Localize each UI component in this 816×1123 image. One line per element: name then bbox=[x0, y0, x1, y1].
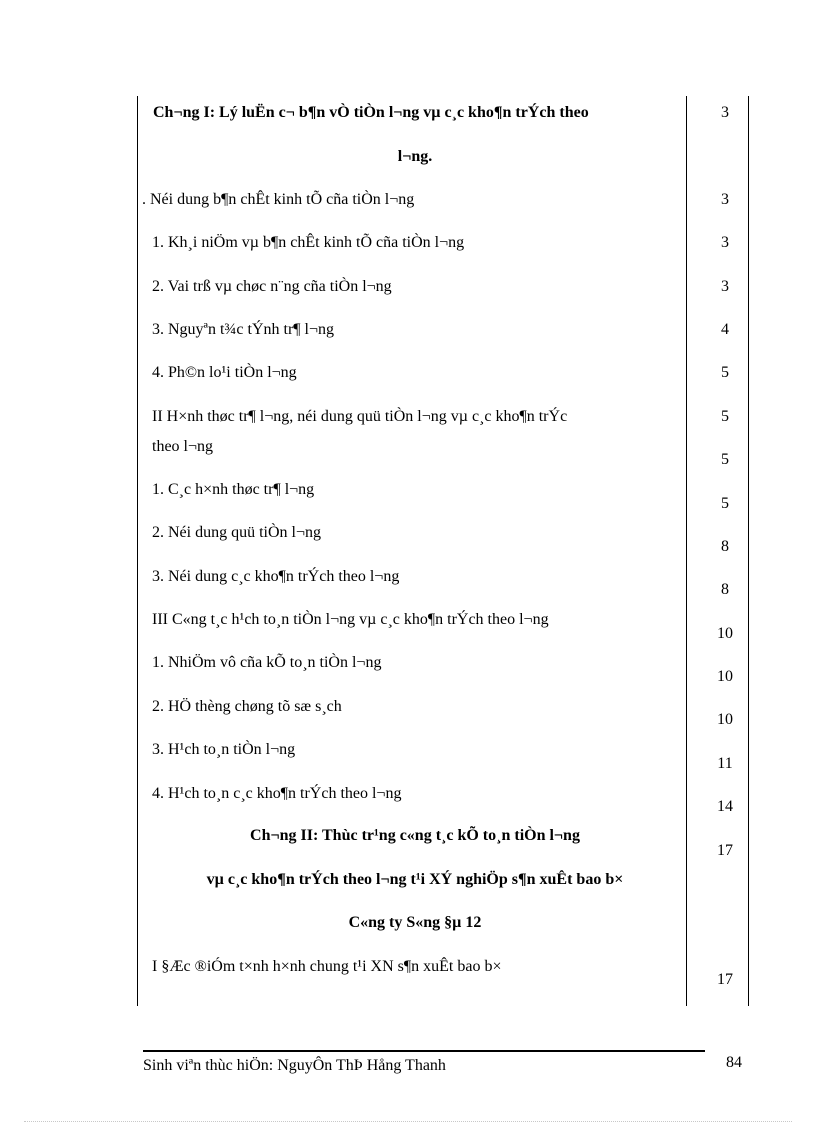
toc-entry: 2. Néi dung quü tiÒn l¬ng bbox=[152, 524, 322, 541]
toc-entry: 3. H¹ch to¸n tiÒn l¬ng bbox=[152, 741, 296, 758]
toc-entry: 2. Vai trß vµ chøc n¨ng cña tiÒn l¬ng bbox=[152, 278, 392, 295]
toc-chapter-2-title: Ch¬ng II: Thùc tr¹ng c«ng t¸c kÕ to¸n tiÒn l¬ng bbox=[250, 827, 580, 844]
toc-page-number: 10 bbox=[717, 711, 733, 728]
toc-page-number: 8 bbox=[721, 538, 729, 555]
toc-page-number: 14 bbox=[717, 798, 733, 815]
toc-page-number: 11 bbox=[717, 755, 733, 772]
toc-page-number: 5 bbox=[721, 451, 729, 468]
column-divider bbox=[686, 96, 687, 1006]
toc-page-number: 10 bbox=[717, 668, 733, 685]
toc-entry: . Néi dung b¶n chÊt kinh tÕ cña tiÒn l¬ng bbox=[142, 191, 415, 208]
toc-section-3: III C«ng t¸c h¹ch to¸n tiÒn l¬ng vµ c¸c kho¶n trÝch theo l¬ng bbox=[152, 611, 549, 628]
toc-page-number: 5 bbox=[721, 364, 729, 381]
toc-entry: 4. Ph©n lo¹i tiÒn l¬ng bbox=[152, 364, 297, 381]
toc-entry: 4. H¹ch to¸n c¸c kho¶n trÝch theo l¬ng bbox=[152, 785, 402, 802]
left-border bbox=[137, 96, 138, 1006]
toc-page-number: 3 bbox=[721, 104, 729, 121]
toc-page-number: 3 bbox=[721, 191, 729, 208]
toc-chapter-1-title-cont: l¬ng. bbox=[397, 148, 433, 165]
toc-page-number: 5 bbox=[721, 408, 729, 425]
toc-page-number: 3 bbox=[721, 234, 729, 251]
toc-chapter-2-title-cont: C«ng ty S«ng §µ 12 bbox=[348, 914, 482, 931]
toc-page-number: 5 bbox=[721, 495, 729, 512]
toc-entry: 1. NhiÖm vô cña kÕ to¸n tiÒn l¬ng bbox=[152, 654, 382, 671]
toc-chapter-2-title-cont: vµ c¸c kho¶n trÝch theo l¬ng t¹i XÝ nghiÖp s¶n xuÊt bao b× bbox=[206, 871, 624, 888]
toc-entry: 1. Kh¸i niÖm vµ b¶n chÊt kinh tÕ cña tiÒn l¬ng bbox=[152, 234, 465, 251]
toc-entry: 1. C¸c h×nh thøc tr¶ l¬ng bbox=[152, 481, 315, 498]
footer-rule bbox=[143, 1050, 705, 1052]
toc-section-2-cont: theo l¬ng bbox=[152, 438, 214, 455]
toc-page-number: 10 bbox=[717, 625, 733, 642]
page-edge-divider bbox=[24, 1121, 792, 1122]
toc-entry: 3. Néi dung c¸c kho¶n trÝch theo l¬ng bbox=[152, 568, 400, 585]
toc-page-number: 17 bbox=[717, 971, 733, 988]
toc-section-2: II H×nh thøc tr¶ l¬ng, néi dung quü tiÒn l¬ng vµ c¸c kho¶n trÝc bbox=[152, 408, 568, 425]
toc-entry: I §Æc ®iÓm t×nh h×nh chung t¹i XN s¶n xuÊt bao b× bbox=[152, 958, 502, 975]
toc-entry: 3. Nguyªn t¾c tÝnh tr¶ l¬ng bbox=[152, 321, 335, 338]
toc-page-number: 8 bbox=[721, 581, 729, 598]
toc-entry: 2. HÖ thèng chøng tõ sæ s¸ch bbox=[152, 698, 342, 715]
toc-page-number: 4 bbox=[721, 321, 729, 338]
footer-author: Sinh viªn thùc hiÖn: NguyÔn ThÞ Hång Thanh bbox=[143, 1057, 446, 1074]
toc-chapter-1-title: Ch¬ng I: Lý luËn c¬ b¶n vÒ tiÒn l¬ng vµ c¸c kho¶n trÝch theo bbox=[153, 104, 589, 121]
toc-page-number: 3 bbox=[721, 278, 729, 295]
toc-page-number: 17 bbox=[717, 842, 733, 859]
footer-page-number: 84 bbox=[726, 1054, 742, 1071]
